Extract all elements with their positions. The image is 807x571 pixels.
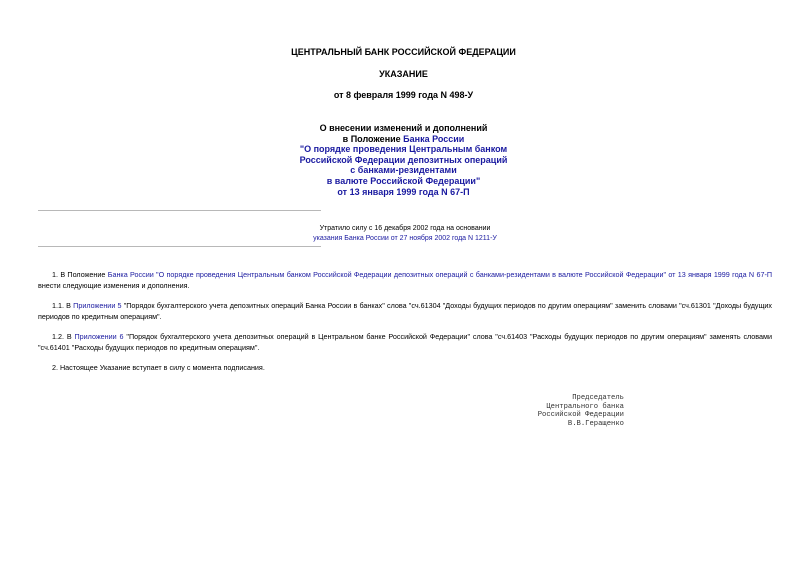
paragraph-1 [38, 270, 772, 291]
signature-line-4: В.В.Геращенко [567, 419, 624, 428]
status-line-1: Утратило силу с 16 декабря 2002 года на основании [319, 225, 491, 232]
paragraph-1-2-suffix: "Порядок бухгалтерского учета депозитных операций в Центральном банке Российской Федерации" слова "сч.61403 "Расходы будущих периодов по другим операциям" заменять словами "сч.61401 "Расходы будущих периодов по кредитным операциям". [38, 332, 772, 352]
title-line-1: О внесении изменений и дополнений [319, 123, 488, 133]
paragraph-2 [38, 363, 772, 374]
title-line-2 [0, 134, 807, 145]
paragraph-1-2-prefix: 1.2. В [52, 332, 75, 341]
regulation-link-line-3[interactable]: с банками-резидентами [350, 165, 457, 176]
appendix-5-link[interactable]: Приложении 5 [73, 301, 122, 310]
regulation-link-line-5[interactable]: от 13 января 1999 года N 67-П [337, 186, 470, 197]
divider-top [38, 210, 321, 211]
paragraph-1-link[interactable]: Банка России "О порядке проведения Центральным банком Российской Федерации депозитных операций с банками-резидентами в валюте Российской Федерации" от 13 января 1999 года N 67-П [107, 270, 772, 279]
document-type: УКАЗАНИЕ [379, 69, 428, 79]
paragraph-1-1-suffix: "Порядок бухгалтерского учета депозитных операций Банка России в банках" слова "сч.61304 "Доходы будущих периодов по другим операциям" заменить словами "сч.61301 "Доходы будущих периодов по кредитным операциям". [38, 301, 772, 321]
paragraph-1-prefix: 1. В Положение [52, 270, 108, 279]
signature-line-2: Центрального банка [546, 402, 624, 411]
divider-bottom [38, 246, 321, 247]
regulation-link-line-1[interactable]: "О порядке проведения Центральным банком [299, 144, 508, 155]
appendix-6-link[interactable]: Приложении 6 [74, 332, 124, 341]
title-line-2-prefix: в Положение [342, 133, 404, 144]
signature-line-3: Российской Федерации [537, 411, 624, 420]
signature-block [500, 394, 624, 428]
paragraph-2-text: 2. Настоящее Указание вступает в силу с момента подписания. [52, 363, 265, 372]
status-note [250, 224, 560, 244]
paragraph-1-suffix: внести следующие изменения и дополнения. [38, 280, 190, 290]
repeal-link[interactable]: указания Банка России от 27 ноября 2002 года N 1211-У [313, 235, 497, 242]
paragraph-1-1 [38, 301, 772, 322]
signature-line-1: Председатель [572, 394, 624, 402]
org-heading: ЦЕНТРАЛЬНЫЙ БАНК РОССИЙСКОЙ ФЕДЕРАЦИИ [291, 47, 516, 57]
regulation-link-line-2[interactable]: Российской Федерации депозитных операций [299, 154, 508, 165]
paragraph-1-1-prefix: 1.1. В [52, 301, 74, 310]
regulation-link-line-4[interactable]: в валюте Российской Федерации" [326, 175, 481, 186]
document-title [0, 123, 807, 197]
paragraph-1-2 [38, 332, 772, 353]
bank-of-russia-link[interactable]: Банка России [403, 133, 465, 144]
document-date: от 8 февраля 1999 года N 498-У [333, 90, 474, 100]
